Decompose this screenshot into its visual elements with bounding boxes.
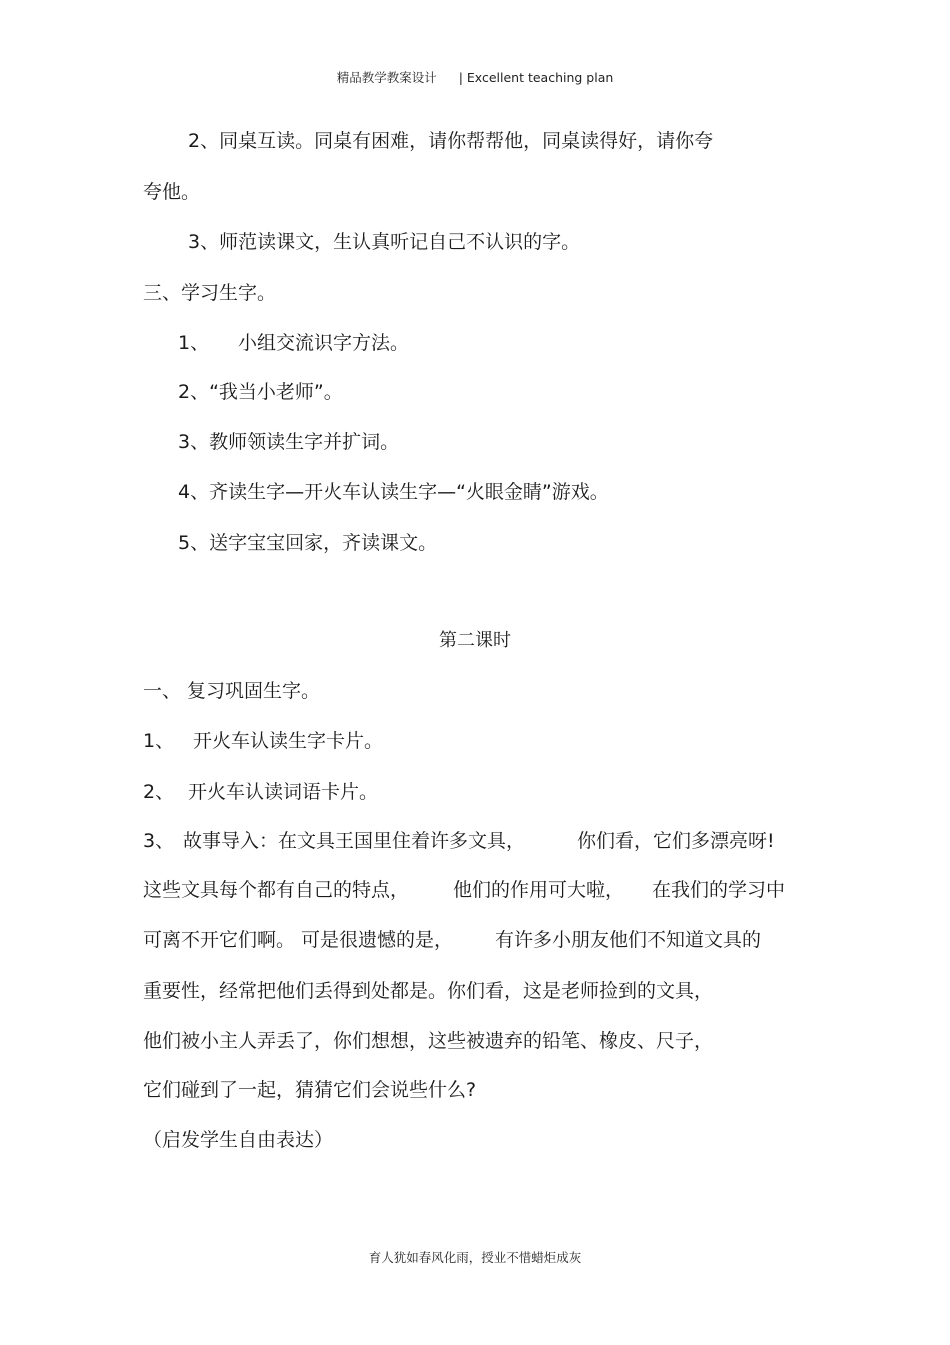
paragraph-line: 故事导入：在文具王国里住着许多文具，: [183, 830, 526, 852]
paragraph-line: 可离不开它们啊。 可是很遗憾的是，: [143, 929, 454, 951]
paragraph-line: 有许多小朋友他们不知道文具的: [495, 929, 762, 951]
paragraph-line: 2、同桌互读。同桌有困难，请你帮帮他，同桌读得好，请你夸: [188, 130, 714, 152]
paragraph-line: 他们的作用可大啦，: [453, 879, 625, 901]
paragraph-line: 它们碰到了一起，猜猜它们会说些什么?: [143, 1079, 477, 1101]
list-number: 1、: [178, 332, 210, 354]
list-item: 开火车认读词语卡片。: [188, 781, 379, 803]
header-title: 精品教学教案设计: [336, 70, 437, 85]
section-heading: 三、学习生字。: [143, 282, 277, 304]
section-heading: 一、 复习巩固生字。: [143, 680, 321, 702]
header-subtitle: | Excellent teaching plan: [458, 70, 614, 85]
list-number: 3、: [143, 830, 175, 852]
paragraph-line: （启发学生自由表达）: [143, 1129, 334, 1151]
list-item: 小组交流识字方法。: [238, 332, 410, 354]
paragraph-line: 重要性，经常把他们丢得到处都是。你们看，这是老师捡到的文具，: [143, 980, 714, 1002]
paragraph-line: 你们看，它们多漂亮呀!: [577, 830, 775, 852]
paragraph-line: 他们被小主人弄丢了，你们想想，这些被遗弃的铅笔、橡皮、尺子，: [143, 1030, 714, 1052]
list-item: 3、教师领读生字并扩词。: [178, 431, 400, 453]
list-number: 1、: [143, 730, 175, 752]
page-footer: 育人犹如春风化雨，授业不惜蜡炬成灰: [368, 1250, 582, 1265]
paragraph-line: 这些文具每个都有自己的特点，: [143, 879, 410, 901]
paragraph-line: 3、师范读课文，生认真听记自己不认识的字。: [188, 231, 581, 253]
list-number: 2、: [143, 781, 175, 803]
paragraph-line: 夸他。: [143, 181, 201, 203]
lesson-title: 第二课时: [439, 630, 511, 651]
list-item: 5、送字宝宝回家，齐读课文。: [178, 532, 438, 554]
list-item: 2、“我当小老师”。: [178, 381, 343, 403]
paragraph-line: 在我们的学习中: [652, 879, 786, 901]
list-item: 4、齐读生字—开火车认读生字—“火眼金睛”游戏。: [178, 481, 609, 503]
page-header: [0, 68, 950, 86]
list-item: 开火车认读生字卡片。: [193, 730, 384, 752]
